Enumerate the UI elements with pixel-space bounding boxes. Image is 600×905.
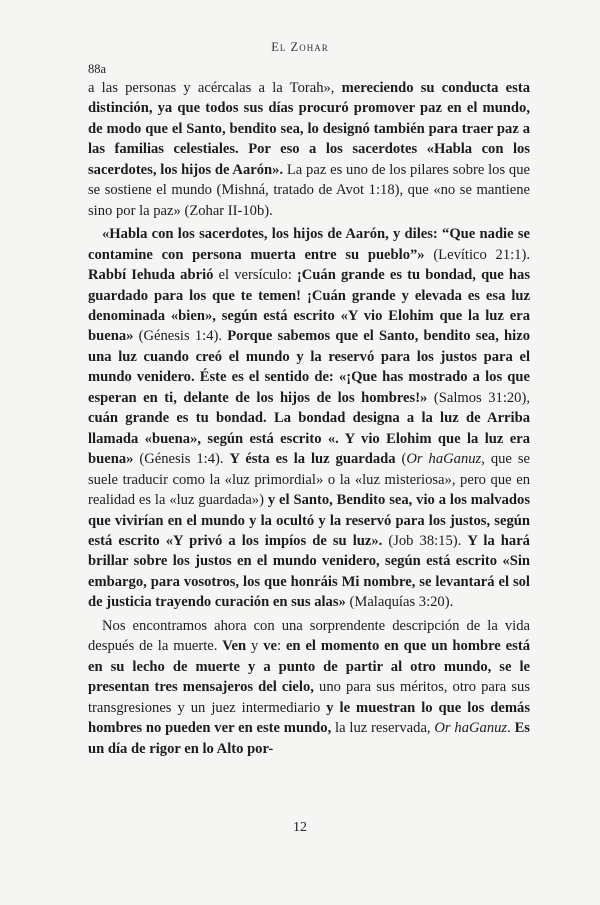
text-run: Es un día de rigor en lo Alto por- [88, 720, 530, 757]
text-run: (Job 38:15). [382, 532, 468, 549]
text-run: . [507, 720, 515, 737]
text-run: (Levítico 21:1). [424, 246, 530, 263]
text-run: mereciendo su conducta esta distinción, ya que todos sus días procuró promover paz en el mundo, de modo que el Santo, bendito sea, lo designó también para traer paz a las familias celestiales. Por eso a los sacerdotes «Habla con los sacerdotes, los hijos de Aarón». [88, 80, 530, 178]
text-run: Y la hará brillar sobre los justos en el mundo venidero, según está escrito «Sin embargo, para vosotros, los que honráis Mi nombre, se levantará el sol de justicia trayendo curación en sus alas» [88, 532, 530, 611]
text-run: Nos encontramos ahora con una sorprendente descripción de la vida después de la muerte. [88, 617, 530, 655]
text-run: uno para sus méritos, otro para sus transgresiones y un juez intermediario [88, 679, 530, 716]
text-run: ¡Cuán grande es tu bondad, que has guardado para los que te temen! ¡Cuán grande y elevada es esa luz denominada «bien», según está escrito «Y vio Elohim que la luz era buena» [88, 267, 530, 345]
page-number: 12 [293, 820, 307, 835]
text-run: Or haGanuz [406, 451, 482, 468]
text-run: (Malaquías 3:20). [345, 594, 454, 611]
text-run: la luz reservada, [331, 720, 435, 737]
paragraph-3 [88, 616, 530, 759]
text-run: , que se suele traducir como la «luz primordial» o la «luz misteriosa», pero que en realidad es la «luz guardada») [88, 451, 530, 509]
text-run: Or haGanuz [434, 720, 508, 737]
text-run: a las personas y acércalas a la Torah», [88, 80, 335, 96]
folio-reference: 88a [88, 62, 107, 76]
paragraph-2 [88, 224, 530, 613]
text-run: ve [263, 638, 277, 655]
text-run: Y ésta es la luz guardada [229, 451, 396, 468]
text-run: (Salmos 31:20), [427, 389, 530, 406]
text-run: (Génesis 1:4). [133, 328, 228, 345]
running-title: El Zohar [271, 40, 329, 54]
text-run: Ven [222, 638, 247, 655]
text-run: y el Santo, Bendito sea, vio a los malvados que vivirían en el mundo y la ocultó y la reservó para los justos, según está escrito «Y privó a los impíos de su luz». [88, 492, 530, 549]
text-run: cuán grande es tu bondad. La bondad designa a la luz de Arriba llamada «buena», según está escrito «. Y vio Elohim que la luz era buena» [88, 410, 530, 468]
body-text [88, 78, 530, 759]
text-run: y le muestran lo que los demás hombres no pueden ver en este mundo, [88, 699, 531, 737]
paragraph-1 [88, 78, 530, 221]
text-run: La paz es uno de los pilares sobre los que se sostiene el mundo (Mishná, tratado de Avot 1:18), que «no se mantiene sino por la paz» (Zohar II-10b). [88, 161, 530, 219]
text-run: Rabbí Iehuda abrió [88, 267, 214, 284]
text-run: en el momento en que un hombre está en su lecho de muerte y a punto de partir al otro mundo, se le presentan tres mensajeros del cielo, [88, 638, 530, 696]
text-run: : [276, 638, 286, 655]
text-run: el versículo: [213, 267, 297, 284]
text-run: ( [395, 451, 407, 468]
text-run: «Habla con los sacerdotes, los hijos de Aarón, y diles: “Que nadie se contamine con persona muerta entre su pueblo”» [88, 226, 530, 263]
text-run: (Génesis 1:4). [133, 451, 230, 468]
text-run: Porque sabemos que el Santo, bendito sea, hizo una luz cuando creó el mundo y la reservó para los justos para el mundo venidero. Éste es el sentido de: «¡Que has mostrado a los que esperan en ti, delante de los hijos de los hombres!» [88, 328, 530, 406]
text-run: y [246, 638, 264, 655]
